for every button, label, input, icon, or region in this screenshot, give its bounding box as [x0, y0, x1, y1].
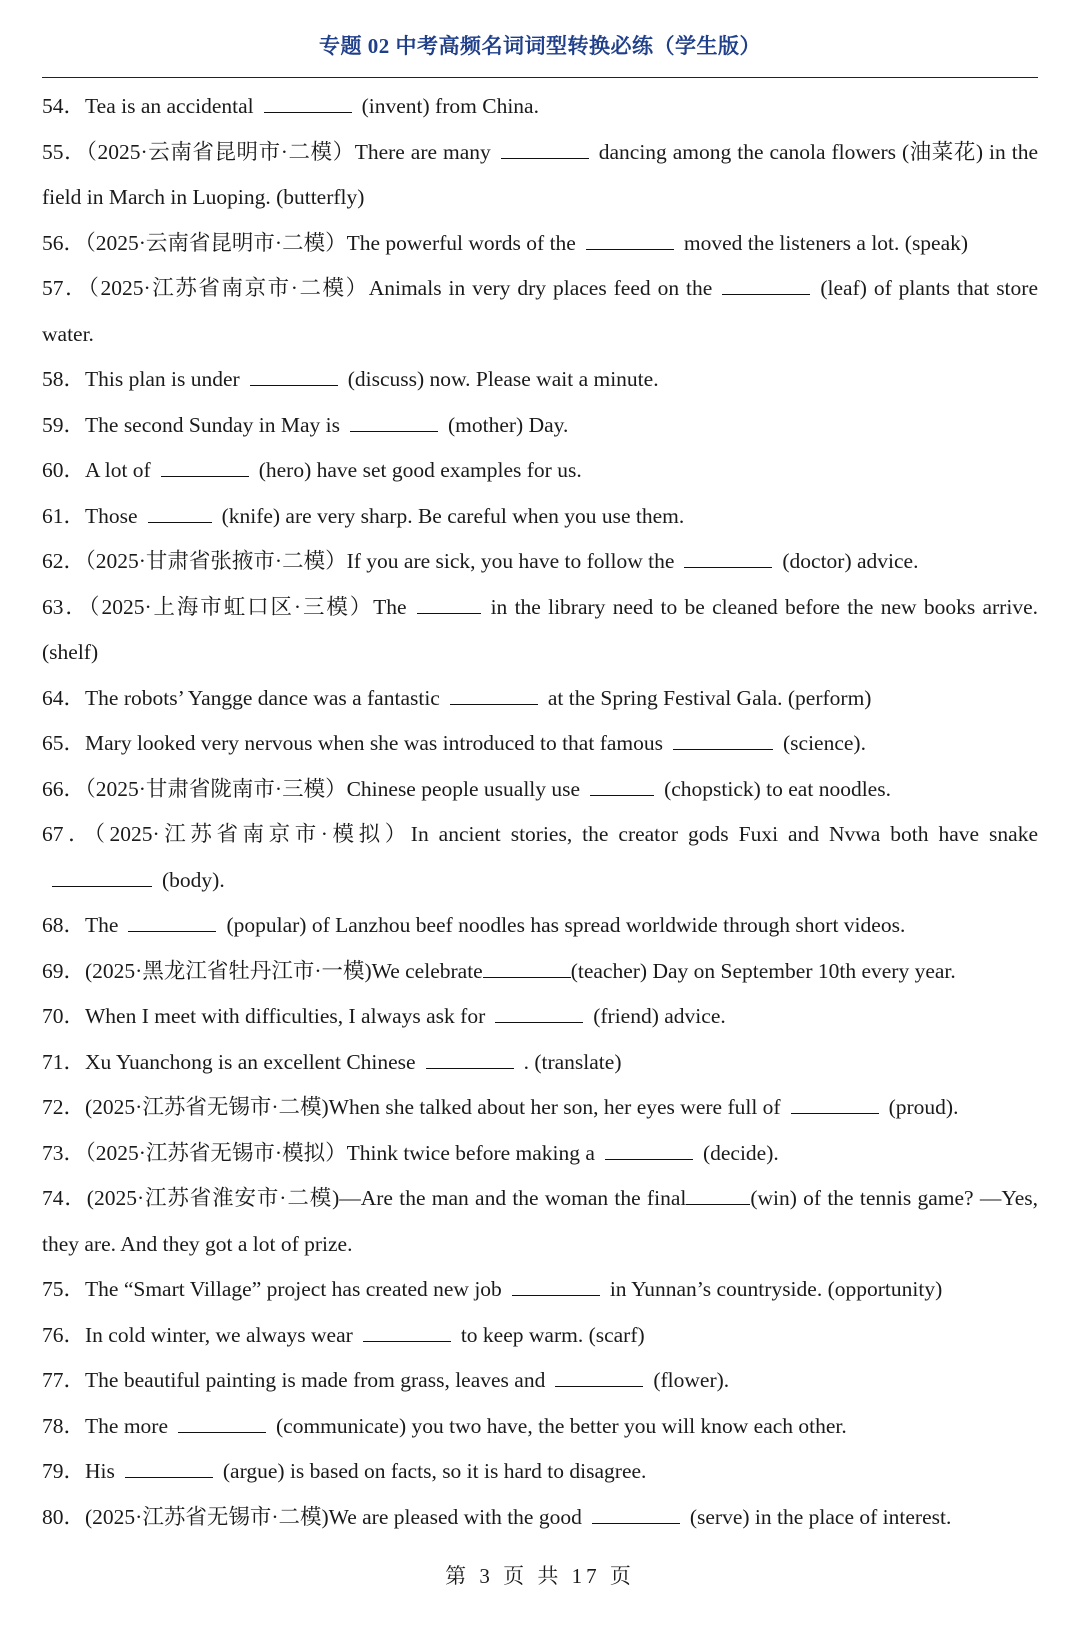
answer-blank[interactable] [592, 1503, 680, 1524]
question-text: (chopstick) to eat noodles. [664, 776, 891, 801]
question-text: (teacher) Day on September 10th every year. [570, 958, 956, 983]
question-text: In cold winter, we always wear [85, 1322, 353, 1347]
answer-blank[interactable] [791, 1093, 879, 1114]
answer-blank[interactable] [350, 411, 438, 432]
question-number: 55． [42, 139, 87, 164]
question-number: 69． [42, 958, 86, 983]
question-62 [42, 539, 1038, 585]
question-57 [42, 266, 1038, 357]
question-number: 72． [42, 1095, 86, 1119]
answer-blank[interactable] [128, 911, 216, 932]
question-text: A lot of [85, 458, 151, 482]
question-text: The robots’ Yangge dance was a fantastic [85, 685, 440, 710]
question-text: (win) of the tennis game? —Yes, they are. And they got a lot of prize. [42, 1186, 1038, 1256]
question-number: 75． [42, 1277, 86, 1301]
question-text: Tea is an accidental [85, 94, 254, 118]
header-divider [42, 77, 1038, 78]
question-number: 77． [42, 1368, 86, 1392]
question-text: (2025·黑龙江省牡丹江市·一模)We celebrate [85, 958, 483, 983]
question-number: 66． [42, 776, 86, 801]
question-55 [42, 130, 1038, 221]
question-text: (popular) of Lanzhou beef noodles has spread worldwide through short videos. [226, 913, 906, 937]
answer-blank[interactable] [125, 1457, 213, 1478]
question-text: (doctor) advice. [782, 549, 919, 573]
question-number: 54． [42, 94, 86, 118]
question-text: （2025·云南省昆明市·二模）There are many [86, 139, 491, 164]
question-text: (knife) are very sharp. Be careful when you use them. [221, 503, 685, 528]
question-61 [42, 494, 1038, 540]
answer-blank[interactable] [161, 456, 249, 477]
question-text: (proud). [888, 1095, 959, 1119]
question-number: 64． [42, 685, 86, 710]
question-number: 58． [42, 367, 86, 391]
question-text: (communicate) you two have, the better you will know each other. [276, 1413, 847, 1438]
answer-blank[interactable] [684, 547, 772, 568]
question-number: 73． [42, 1140, 86, 1165]
question-text: The beautiful painting is made from grass, leaves and [85, 1368, 546, 1392]
question-text: at the Spring Festival Gala. (perform) [547, 685, 872, 710]
answer-blank[interactable] [555, 1366, 643, 1387]
question-number: 56． [42, 230, 86, 255]
question-number: 62． [42, 549, 86, 573]
question-text: moved the listeners a lot. (speak) [683, 230, 969, 255]
question-text: His [85, 1459, 115, 1483]
answer-blank[interactable] [722, 274, 810, 295]
question-text: (science). [783, 731, 866, 755]
question-text: (mother) Day. [448, 412, 569, 437]
question-text: Those [85, 503, 138, 528]
question-number: 60． [42, 458, 86, 482]
question-69 [42, 949, 1038, 995]
question-text: （2025·上海市虹口区·三模）The [88, 594, 407, 619]
question-text: When I meet with difficulties, I always ask for [85, 1004, 486, 1028]
question-66 [42, 767, 1038, 813]
question-number: 65． [42, 731, 86, 755]
question-text: (2025·江苏省无锡市·二模)We are pleased with the good [85, 1504, 582, 1529]
answer-blank[interactable] [178, 1412, 266, 1433]
answer-blank[interactable] [426, 1048, 514, 1069]
question-75 [42, 1267, 1038, 1313]
question-text: (discuss) now. Please wait a minute. [347, 367, 659, 391]
question-74 [42, 1176, 1038, 1267]
question-54 [42, 84, 1038, 130]
question-text: to keep warm. (scarf) [460, 1322, 645, 1347]
question-text: （2025·甘肃省张掖市·二模）If you are sick, you have to follow the [85, 549, 675, 573]
answer-blank[interactable] [586, 229, 674, 250]
question-list [42, 84, 1038, 1540]
question-text: in Yunnan’s countryside. (opportunity) [609, 1277, 943, 1301]
question-72 [42, 1085, 1038, 1131]
question-59 [42, 403, 1038, 449]
answer-blank[interactable] [52, 866, 152, 887]
question-text: This plan is under [85, 367, 240, 391]
answer-blank[interactable] [148, 502, 212, 523]
question-text: (flower). [653, 1368, 730, 1392]
question-56 [42, 221, 1038, 267]
question-76 [42, 1313, 1038, 1359]
question-text: The more [85, 1413, 168, 1438]
question-number: 70． [42, 1004, 86, 1028]
question-text: (friend) advice. [593, 1004, 726, 1028]
question-text: (2025·江苏省无锡市·二模)When she talked about her son, her eyes were full of [85, 1095, 781, 1119]
answer-blank[interactable] [483, 957, 571, 978]
question-67 [42, 812, 1038, 903]
answer-blank[interactable] [250, 365, 338, 386]
answer-blank[interactable] [501, 138, 589, 159]
question-text: (invent) from China. [361, 94, 539, 118]
question-number: 67． [42, 822, 95, 846]
question-text: （2025·江苏省无锡市·模拟）Think twice before making a [85, 1140, 595, 1165]
page-footer: 第 3 页 共 17 页 [445, 1564, 635, 1588]
answer-blank[interactable] [590, 775, 654, 796]
question-text: （2025·云南省昆明市·二模）The powerful words of the [85, 230, 576, 255]
question-73 [42, 1131, 1038, 1177]
question-number: 57． [42, 276, 89, 300]
page-header-title: 专题 02 中考高频名词词型转换必练（学生版） [319, 34, 761, 58]
question-number: 80． [42, 1504, 86, 1529]
question-text: （2025·甘肃省陇南市·三模）Chinese people usually use [85, 776, 581, 801]
answer-blank[interactable] [605, 1139, 693, 1160]
answer-blank[interactable] [512, 1275, 600, 1296]
question-70 [42, 994, 1038, 1040]
question-77 [42, 1358, 1038, 1404]
question-58 [42, 357, 1038, 403]
question-text: (hero) have set good examples for us. [258, 458, 582, 482]
question-60 [42, 448, 1038, 494]
question-number: 71． [42, 1049, 86, 1074]
question-79 [42, 1449, 1038, 1495]
question-65 [42, 721, 1038, 767]
question-text: （2025·江苏省南京市·模拟）In ancient stories, the creator gods Fuxi and Nvwa both have snake [94, 822, 1038, 846]
question-number: 63． [42, 594, 89, 619]
question-63 [42, 585, 1038, 676]
question-number: 68． [42, 913, 86, 937]
question-text: The “Smart Village” project has created new job [85, 1277, 502, 1301]
question-number: 59． [42, 412, 86, 437]
question-text: (decide). [702, 1140, 779, 1165]
question-text: Xu Yuanchong is an excellent Chinese [85, 1049, 416, 1074]
question-number: 78． [42, 1413, 86, 1438]
question-text: (argue) is based on facts, so it is hard to disagree. [222, 1459, 647, 1483]
answer-blank[interactable] [363, 1321, 451, 1342]
question-71 [42, 1040, 1038, 1086]
answer-blank[interactable] [417, 593, 481, 614]
question-text: Mary looked very nervous when she was introduced to that famous [85, 731, 663, 755]
question-number: 76． [42, 1322, 86, 1347]
question-78 [42, 1404, 1038, 1450]
answer-blank[interactable] [673, 729, 773, 750]
question-number: 79． [42, 1459, 86, 1483]
answer-blank[interactable] [264, 92, 352, 113]
question-text: (serve) in the place of interest. [689, 1504, 952, 1529]
question-text: (2025·江苏省淮安市·二模)—Are the man and the woman the final [86, 1186, 687, 1210]
question-64 [42, 676, 1038, 722]
question-number: 61． [42, 503, 86, 528]
question-80 [42, 1495, 1038, 1541]
question-text: The second Sunday in May is [85, 412, 340, 437]
question-text: The [85, 913, 119, 937]
answer-blank[interactable] [450, 684, 538, 705]
question-text: . (translate) [523, 1049, 622, 1074]
question-text: (leaf) of plants that store water. [42, 276, 1038, 346]
question-text: dancing among the canola flowers (油菜花) in the field in March in Luoping. (butterfly) [42, 139, 1038, 209]
question-text: (body). [162, 867, 225, 892]
question-number: 74． [42, 1186, 87, 1210]
answer-blank[interactable] [495, 1002, 583, 1023]
question-text: in the library need to be cleaned before the new books arrive. (shelf) [42, 594, 1038, 664]
answer-blank[interactable] [686, 1184, 750, 1205]
question-text: （2025·江苏省南京市·二模）Animals in very dry places feed on the [88, 276, 713, 300]
question-68 [42, 903, 1038, 949]
